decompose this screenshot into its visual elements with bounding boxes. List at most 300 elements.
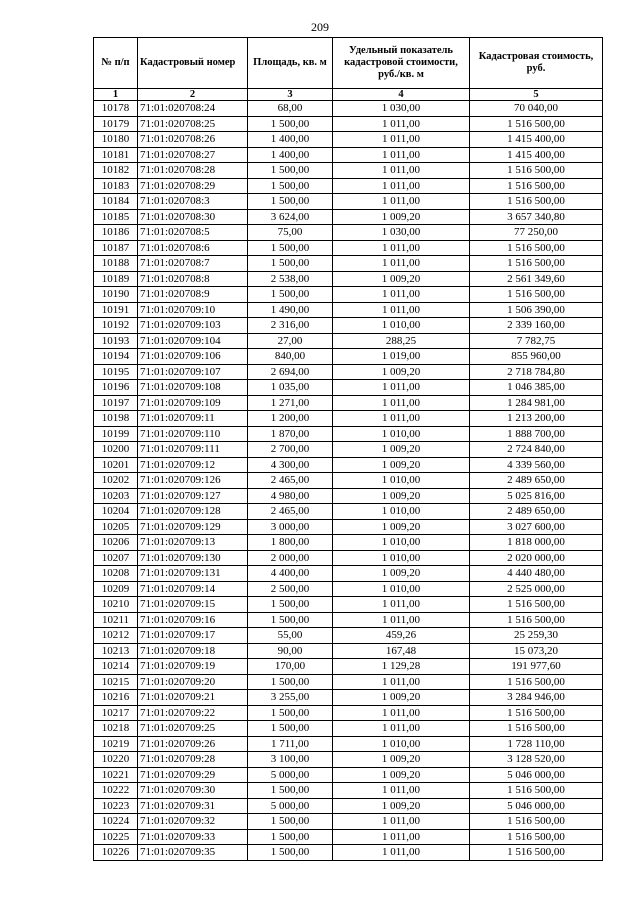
unit-value-cell: 1 011,00 [333, 178, 470, 194]
cadastral-number-cell: 71:01:020709:33 [138, 829, 248, 845]
unit-value-cell: 1 011,00 [333, 287, 470, 303]
cadastral-cost-cell: 70 040,00 [470, 101, 603, 117]
column-index: 2 [138, 89, 248, 101]
unit-value-cell: 167,48 [333, 643, 470, 659]
row-number-cell: 10211 [94, 612, 138, 628]
row-number-cell: 10182 [94, 163, 138, 179]
table-row [94, 736, 603, 752]
unit-value-cell: 1 011,00 [333, 256, 470, 272]
table-row [94, 721, 603, 737]
row-number-cell: 10215 [94, 674, 138, 690]
cadastral-number-cell: 71:01:020708:28 [138, 163, 248, 179]
unit-value-cell: 1 010,00 [333, 581, 470, 597]
row-number-cell: 10206 [94, 535, 138, 551]
cadastral-number-cell: 71:01:020709:16 [138, 612, 248, 628]
cadastral-cost-cell: 5 046 000,00 [470, 798, 603, 814]
area-cell: 2 316,00 [248, 318, 333, 334]
row-number-cell: 10193 [94, 333, 138, 349]
area-cell: 1 500,00 [248, 597, 333, 613]
area-cell: 5 000,00 [248, 767, 333, 783]
cadastral-cost-cell: 2 489 650,00 [470, 473, 603, 489]
area-cell: 4 300,00 [248, 457, 333, 473]
row-number-cell: 10179 [94, 116, 138, 132]
cadastral-number-cell: 71:01:020709:29 [138, 767, 248, 783]
area-cell: 3 255,00 [248, 690, 333, 706]
area-cell: 840,00 [248, 349, 333, 365]
unit-value-cell: 1 009,20 [333, 767, 470, 783]
table-row [94, 752, 603, 768]
unit-value-cell: 1 129,28 [333, 659, 470, 675]
unit-value-cell: 1 011,00 [333, 829, 470, 845]
table-row [94, 132, 603, 148]
area-cell: 1 500,00 [248, 256, 333, 272]
cadastral-cost-cell: 7 782,75 [470, 333, 603, 349]
row-number-cell: 10187 [94, 240, 138, 256]
row-number-cell: 10196 [94, 380, 138, 396]
cadastral-number-cell: 71:01:020709:20 [138, 674, 248, 690]
table-row [94, 767, 603, 783]
table-row [94, 240, 603, 256]
area-cell: 2 500,00 [248, 581, 333, 597]
cadastral-cost-cell: 855 960,00 [470, 349, 603, 365]
area-cell: 1 500,00 [248, 674, 333, 690]
column-index: 3 [248, 89, 333, 101]
table-row [94, 535, 603, 551]
cadastral-cost-cell: 3 284 946,00 [470, 690, 603, 706]
area-cell: 2 538,00 [248, 271, 333, 287]
unit-value-cell: 1 010,00 [333, 318, 470, 334]
area-cell: 1 500,00 [248, 178, 333, 194]
table-row [94, 690, 603, 706]
area-cell: 1 200,00 [248, 411, 333, 427]
row-number-cell: 10226 [94, 845, 138, 861]
table-row [94, 271, 603, 287]
row-number-cell: 10181 [94, 147, 138, 163]
area-cell: 90,00 [248, 643, 333, 659]
area-cell: 1 500,00 [248, 783, 333, 799]
table-row [94, 566, 603, 582]
header-cadastral-number: Кадастровый номер [138, 38, 248, 89]
cadastral-number-cell: 71:01:020709:131 [138, 566, 248, 582]
cadastral-cost-cell: 1 516 500,00 [470, 194, 603, 210]
area-cell: 2 465,00 [248, 504, 333, 520]
area-cell: 2 000,00 [248, 550, 333, 566]
area-cell: 2 465,00 [248, 473, 333, 489]
cadastral-cost-cell: 2 525 000,00 [470, 581, 603, 597]
cadastral-number-cell: 71:01:020709:126 [138, 473, 248, 489]
cadastral-cost-cell: 1 516 500,00 [470, 256, 603, 272]
area-cell: 1 500,00 [248, 116, 333, 132]
cadastral-cost-cell: 3 128 520,00 [470, 752, 603, 768]
area-cell: 75,00 [248, 225, 333, 241]
cadastral-cost-cell: 1 516 500,00 [470, 721, 603, 737]
table-row [94, 705, 603, 721]
row-number-cell: 10192 [94, 318, 138, 334]
cadastral-cost-cell: 1 213 200,00 [470, 411, 603, 427]
row-number-cell: 10207 [94, 550, 138, 566]
unit-value-cell: 1 011,00 [333, 705, 470, 721]
row-number-cell: 10202 [94, 473, 138, 489]
cadastral-number-cell: 71:01:020709:15 [138, 597, 248, 613]
table-row [94, 519, 603, 535]
cadastral-cost-cell: 2 724 840,00 [470, 442, 603, 458]
row-number-cell: 10216 [94, 690, 138, 706]
area-cell: 170,00 [248, 659, 333, 675]
unit-value-cell: 1 009,20 [333, 442, 470, 458]
area-cell: 2 700,00 [248, 442, 333, 458]
unit-value-cell: 1 010,00 [333, 535, 470, 551]
cadastral-number-cell: 71:01:020708:25 [138, 116, 248, 132]
area-cell: 1 500,00 [248, 721, 333, 737]
table-row [94, 504, 603, 520]
table-row [94, 147, 603, 163]
column-index-row [94, 89, 603, 101]
cadastral-number-cell: 71:01:020709:22 [138, 705, 248, 721]
unit-value-cell: 1 011,00 [333, 116, 470, 132]
header-unit-value: Удельный показатель кадастровой стоимости, руб./кв. м [333, 38, 470, 89]
row-number-cell: 10189 [94, 271, 138, 287]
row-number-cell: 10223 [94, 798, 138, 814]
cadastral-cost-cell: 1 516 500,00 [470, 845, 603, 861]
unit-value-cell: 1 011,00 [333, 597, 470, 613]
cadastral-number-cell: 71:01:020708:3 [138, 194, 248, 210]
cadastral-cost-cell: 77 250,00 [470, 225, 603, 241]
unit-value-cell: 1 011,00 [333, 845, 470, 861]
cadastral-number-cell: 71:01:020709:13 [138, 535, 248, 551]
cadastral-number-cell: 71:01:020709:103 [138, 318, 248, 334]
cadastral-cost-cell: 1 046 385,00 [470, 380, 603, 396]
row-number-cell: 10183 [94, 178, 138, 194]
cadastral-table [93, 37, 603, 861]
area-cell: 1 800,00 [248, 535, 333, 551]
column-index: 1 [94, 89, 138, 101]
unit-value-cell: 1 011,00 [333, 612, 470, 628]
table-row [94, 333, 603, 349]
cadastral-cost-cell: 1 516 500,00 [470, 674, 603, 690]
cadastral-number-cell: 71:01:020709:17 [138, 628, 248, 644]
table-row [94, 550, 603, 566]
table-row [94, 380, 603, 396]
row-number-cell: 10200 [94, 442, 138, 458]
table-row [94, 349, 603, 365]
row-number-cell: 10220 [94, 752, 138, 768]
cadastral-cost-cell: 1 516 500,00 [470, 116, 603, 132]
area-cell: 1 500,00 [248, 163, 333, 179]
row-number-cell: 10201 [94, 457, 138, 473]
area-cell: 68,00 [248, 101, 333, 117]
cadastral-number-cell: 71:01:020708:29 [138, 178, 248, 194]
cadastral-cost-cell: 4 339 560,00 [470, 457, 603, 473]
table-row [94, 411, 603, 427]
cadastral-cost-cell: 1 516 500,00 [470, 829, 603, 845]
unit-value-cell: 1 011,00 [333, 395, 470, 411]
cadastral-number-cell: 71:01:020709:110 [138, 426, 248, 442]
area-cell: 1 400,00 [248, 147, 333, 163]
cadastral-cost-cell: 2 718 784,80 [470, 364, 603, 380]
table-row [94, 163, 603, 179]
unit-value-cell: 1 009,20 [333, 752, 470, 768]
area-cell: 1 271,00 [248, 395, 333, 411]
table-row [94, 225, 603, 241]
cadastral-number-cell: 71:01:020709:108 [138, 380, 248, 396]
row-number-cell: 10194 [94, 349, 138, 365]
table-row [94, 302, 603, 318]
unit-value-cell: 1 011,00 [333, 380, 470, 396]
cadastral-number-cell: 71:01:020709:11 [138, 411, 248, 427]
table-row [94, 659, 603, 675]
cadastral-number-cell: 71:01:020709:32 [138, 814, 248, 830]
unit-value-cell: 1 030,00 [333, 101, 470, 117]
cadastral-number-cell: 71:01:020709:30 [138, 783, 248, 799]
table-row [94, 783, 603, 799]
header-area: Площадь, кв. м [248, 38, 333, 89]
row-number-cell: 10199 [94, 426, 138, 442]
table-header-row [94, 38, 603, 89]
row-number-cell: 10186 [94, 225, 138, 241]
row-number-cell: 10214 [94, 659, 138, 675]
cadastral-number-cell: 71:01:020709:18 [138, 643, 248, 659]
area-cell: 3 000,00 [248, 519, 333, 535]
unit-value-cell: 1 011,00 [333, 194, 470, 210]
unit-value-cell: 1 010,00 [333, 426, 470, 442]
row-number-cell: 10197 [94, 395, 138, 411]
area-cell: 1 400,00 [248, 132, 333, 148]
table-row [94, 395, 603, 411]
header-cadastral-cost: Кадастровая стоимость, руб. [470, 38, 603, 89]
table-row [94, 581, 603, 597]
cadastral-number-cell: 71:01:020708:30 [138, 209, 248, 225]
cadastral-cost-cell: 1 506 390,00 [470, 302, 603, 318]
area-cell: 1 500,00 [248, 705, 333, 721]
cadastral-number-cell: 71:01:020709:130 [138, 550, 248, 566]
row-number-cell: 10178 [94, 101, 138, 117]
cadastral-number-cell: 71:01:020709:129 [138, 519, 248, 535]
area-cell: 1 500,00 [248, 194, 333, 210]
area-cell: 1 500,00 [248, 612, 333, 628]
row-number-cell: 10185 [94, 209, 138, 225]
unit-value-cell: 1 010,00 [333, 736, 470, 752]
cadastral-number-cell: 71:01:020709:28 [138, 752, 248, 768]
table-row [94, 488, 603, 504]
cadastral-number-cell: 71:01:020709:127 [138, 488, 248, 504]
row-number-cell: 10208 [94, 566, 138, 582]
unit-value-cell: 1 009,20 [333, 209, 470, 225]
cadastral-number-cell: 71:01:020709:107 [138, 364, 248, 380]
area-cell: 1 500,00 [248, 845, 333, 861]
cadastral-cost-cell: 1 516 500,00 [470, 287, 603, 303]
area-cell: 3 100,00 [248, 752, 333, 768]
unit-value-cell: 1 011,00 [333, 783, 470, 799]
table-row [94, 178, 603, 194]
unit-value-cell: 1 009,20 [333, 798, 470, 814]
table-row [94, 798, 603, 814]
cadastral-cost-cell: 1 516 500,00 [470, 612, 603, 628]
area-cell: 27,00 [248, 333, 333, 349]
cadastral-cost-cell: 1 728 110,00 [470, 736, 603, 752]
column-index: 5 [470, 89, 603, 101]
area-cell: 1 500,00 [248, 240, 333, 256]
unit-value-cell: 1 030,00 [333, 225, 470, 241]
area-cell: 55,00 [248, 628, 333, 644]
unit-value-cell: 1 011,00 [333, 302, 470, 318]
cadastral-cost-cell: 1 516 500,00 [470, 705, 603, 721]
cadastral-number-cell: 71:01:020709:111 [138, 442, 248, 458]
cadastral-cost-cell: 15 073,20 [470, 643, 603, 659]
cadastral-cost-cell: 4 440 480,00 [470, 566, 603, 582]
unit-value-cell: 1 019,00 [333, 349, 470, 365]
row-number-cell: 10209 [94, 581, 138, 597]
table-row [94, 597, 603, 613]
table-row [94, 612, 603, 628]
cadastral-cost-cell: 1 284 981,00 [470, 395, 603, 411]
cadastral-number-cell: 71:01:020708:6 [138, 240, 248, 256]
row-number-cell: 10184 [94, 194, 138, 210]
unit-value-cell: 1 011,00 [333, 147, 470, 163]
cadastral-number-cell: 71:01:020708:24 [138, 101, 248, 117]
cadastral-number-cell: 71:01:020708:26 [138, 132, 248, 148]
row-number-cell: 10221 [94, 767, 138, 783]
cadastral-cost-cell: 1 888 700,00 [470, 426, 603, 442]
unit-value-cell: 1 011,00 [333, 163, 470, 179]
area-cell: 1 711,00 [248, 736, 333, 752]
cadastral-cost-cell: 1 415 400,00 [470, 132, 603, 148]
unit-value-cell: 1 009,20 [333, 566, 470, 582]
row-number-cell: 10188 [94, 256, 138, 272]
unit-value-cell: 1 009,20 [333, 364, 470, 380]
cadastral-number-cell: 71:01:020708:7 [138, 256, 248, 272]
row-number-cell: 10222 [94, 783, 138, 799]
area-cell: 4 980,00 [248, 488, 333, 504]
table-row [94, 442, 603, 458]
row-number-cell: 10191 [94, 302, 138, 318]
unit-value-cell: 1 009,20 [333, 488, 470, 504]
area-cell: 5 000,00 [248, 798, 333, 814]
page-number: 209 [311, 20, 329, 34]
unit-value-cell: 1 010,00 [333, 504, 470, 520]
row-number-cell: 10217 [94, 705, 138, 721]
area-cell: 2 694,00 [248, 364, 333, 380]
table-row [94, 101, 603, 117]
table-row [94, 426, 603, 442]
row-number-cell: 10203 [94, 488, 138, 504]
table-row [94, 829, 603, 845]
cadastral-cost-cell: 1 516 500,00 [470, 240, 603, 256]
area-cell: 1 500,00 [248, 814, 333, 830]
unit-value-cell: 459,26 [333, 628, 470, 644]
cadastral-cost-cell: 1 516 500,00 [470, 814, 603, 830]
cadastral-cost-cell: 1 516 500,00 [470, 163, 603, 179]
row-number-cell: 10204 [94, 504, 138, 520]
unit-value-cell: 1 009,20 [333, 690, 470, 706]
cadastral-number-cell: 71:01:020708:8 [138, 271, 248, 287]
cadastral-cost-cell: 3 657 340,80 [470, 209, 603, 225]
cadastral-number-cell: 71:01:020709:10 [138, 302, 248, 318]
cadastral-number-cell: 71:01:020709:25 [138, 721, 248, 737]
cadastral-number-cell: 71:01:020709:104 [138, 333, 248, 349]
row-number-cell: 10198 [94, 411, 138, 427]
area-cell: 1 035,00 [248, 380, 333, 396]
table-row [94, 318, 603, 334]
cadastral-cost-cell: 25 259,30 [470, 628, 603, 644]
row-number-cell: 10195 [94, 364, 138, 380]
cadastral-number-cell: 71:01:020709:106 [138, 349, 248, 365]
cadastral-number-cell: 71:01:020708:9 [138, 287, 248, 303]
unit-value-cell: 1 009,20 [333, 457, 470, 473]
cadastral-number-cell: 71:01:020709:21 [138, 690, 248, 706]
table-row [94, 364, 603, 380]
row-number-cell: 10219 [94, 736, 138, 752]
cadastral-cost-cell: 1 415 400,00 [470, 147, 603, 163]
row-number-cell: 10218 [94, 721, 138, 737]
area-cell: 4 400,00 [248, 566, 333, 582]
cadastral-cost-cell: 2 561 349,60 [470, 271, 603, 287]
row-number-cell: 10224 [94, 814, 138, 830]
unit-value-cell: 1 011,00 [333, 674, 470, 690]
table-body [94, 101, 603, 861]
area-cell: 3 624,00 [248, 209, 333, 225]
unit-value-cell: 1 011,00 [333, 132, 470, 148]
unit-value-cell: 1 011,00 [333, 814, 470, 830]
area-cell: 1 500,00 [248, 829, 333, 845]
area-cell: 1 870,00 [248, 426, 333, 442]
column-index: 4 [333, 89, 470, 101]
table-row [94, 628, 603, 644]
cadastral-number-cell: 71:01:020708:27 [138, 147, 248, 163]
row-number-cell: 10180 [94, 132, 138, 148]
unit-value-cell: 1 011,00 [333, 240, 470, 256]
cadastral-number-cell: 71:01:020709:128 [138, 504, 248, 520]
area-cell: 1 500,00 [248, 287, 333, 303]
cadastral-cost-cell: 2 339 160,00 [470, 318, 603, 334]
table-row [94, 457, 603, 473]
table-row [94, 643, 603, 659]
unit-value-cell: 1 011,00 [333, 721, 470, 737]
cadastral-number-cell: 71:01:020709:31 [138, 798, 248, 814]
table-row [94, 674, 603, 690]
cadastral-number-cell: 71:01:020708:5 [138, 225, 248, 241]
unit-value-cell: 288,25 [333, 333, 470, 349]
cadastral-cost-cell: 2 020 000,00 [470, 550, 603, 566]
cadastral-cost-cell: 1 516 500,00 [470, 783, 603, 799]
cadastral-number-cell: 71:01:020709:12 [138, 457, 248, 473]
row-number-cell: 10205 [94, 519, 138, 535]
cadastral-cost-cell: 1 516 500,00 [470, 178, 603, 194]
cadastral-cost-cell: 191 977,60 [470, 659, 603, 675]
unit-value-cell: 1 010,00 [333, 473, 470, 489]
unit-value-cell: 1 010,00 [333, 550, 470, 566]
table-row [94, 287, 603, 303]
cadastral-cost-cell: 5 046 000,00 [470, 767, 603, 783]
area-cell: 1 490,00 [248, 302, 333, 318]
row-number-cell: 10213 [94, 643, 138, 659]
table-row [94, 473, 603, 489]
table-row [94, 845, 603, 861]
cadastral-cost-cell: 1 818 000,00 [470, 535, 603, 551]
unit-value-cell: 1 009,20 [333, 519, 470, 535]
table-row [94, 116, 603, 132]
cadastral-cost-cell: 5 025 816,00 [470, 488, 603, 504]
table-row [94, 209, 603, 225]
header-number: № п/п [94, 38, 138, 89]
unit-value-cell: 1 009,20 [333, 271, 470, 287]
cadastral-number-cell: 71:01:020709:26 [138, 736, 248, 752]
cadastral-number-cell: 71:01:020709:35 [138, 845, 248, 861]
cadastral-number-cell: 71:01:020709:19 [138, 659, 248, 675]
row-number-cell: 10210 [94, 597, 138, 613]
cadastral-cost-cell: 3 027 600,00 [470, 519, 603, 535]
row-number-cell: 10212 [94, 628, 138, 644]
table-row [94, 256, 603, 272]
